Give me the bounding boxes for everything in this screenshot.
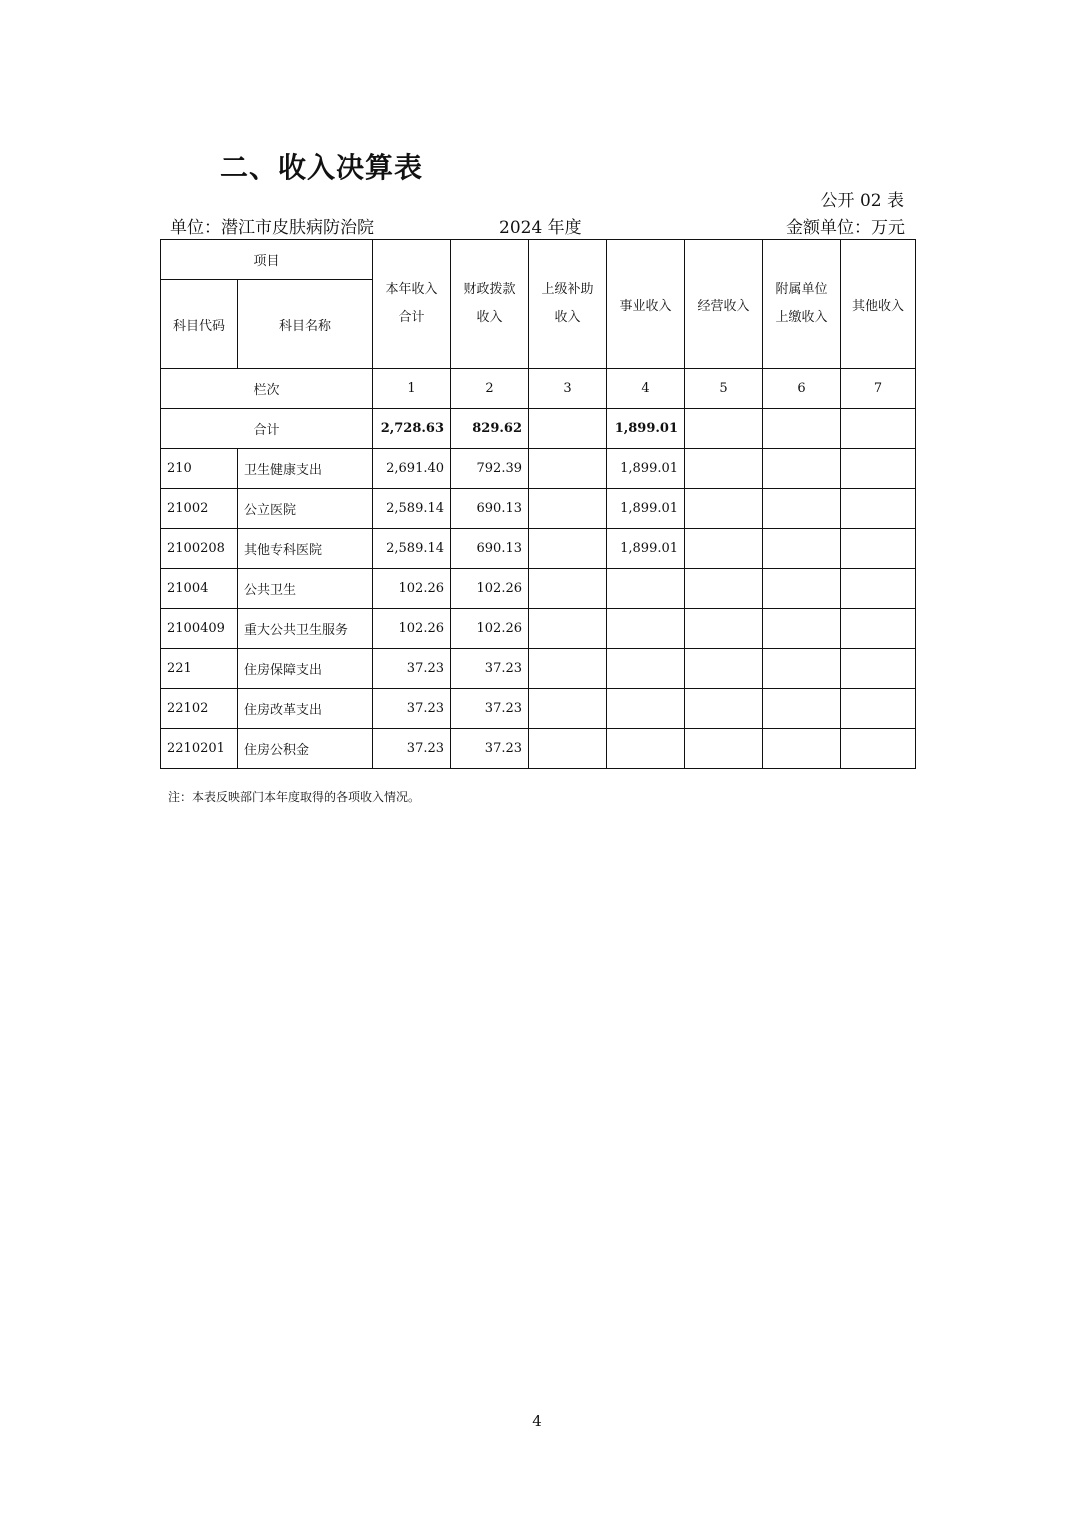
- row-value: [607, 689, 685, 729]
- row-value: [763, 449, 841, 489]
- total-value: [763, 409, 841, 449]
- year-label: 2024 年度: [499, 218, 582, 238]
- row-value: [841, 529, 916, 569]
- row-value: [763, 569, 841, 609]
- page-number: 4: [532, 1412, 542, 1430]
- total-value: 829.62: [451, 409, 529, 449]
- row-code: 2100208: [161, 529, 238, 569]
- row-value: [841, 489, 916, 529]
- total-value: [841, 409, 916, 449]
- form-number: 公开 02 表: [820, 191, 904, 211]
- table-note: 注：本表反映部门本年度取得的各项收入情况。: [168, 790, 421, 804]
- row-value: [529, 609, 607, 649]
- header-col1-line2: 合计: [398, 310, 425, 325]
- row-value: 1,899.01: [607, 489, 685, 529]
- column-index-cell: 4: [607, 369, 685, 409]
- row-value: [763, 729, 841, 769]
- row-value: 2,691.40: [373, 449, 451, 489]
- column-index-label: 栏次: [161, 369, 373, 409]
- column-index-cell: 3: [529, 369, 607, 409]
- table-row: [161, 449, 916, 489]
- row-code: 2100409: [161, 609, 238, 649]
- row-value: [529, 729, 607, 769]
- header-col2-line1: 财政拨款: [463, 282, 516, 297]
- row-value: [529, 529, 607, 569]
- row-value: [685, 609, 763, 649]
- row-value: [763, 489, 841, 529]
- column-index-row: [161, 369, 916, 409]
- header-col5: 经营收入: [685, 240, 763, 369]
- header-col6-line2: 上缴收入: [775, 310, 828, 325]
- row-value: 1,899.01: [607, 529, 685, 569]
- row-value: [841, 729, 916, 769]
- total-value: [529, 409, 607, 449]
- row-value: [685, 729, 763, 769]
- row-value: 37.23: [451, 689, 529, 729]
- income-table: [160, 239, 916, 769]
- row-code: 2210201: [161, 729, 238, 769]
- row-value: [529, 569, 607, 609]
- row-value: 37.23: [373, 729, 451, 769]
- table-row: [161, 529, 916, 569]
- row-name: 重大公共卫生服务: [238, 609, 373, 649]
- row-code: 221: [161, 649, 238, 689]
- total-value: 1,899.01: [607, 409, 685, 449]
- row-value: [607, 649, 685, 689]
- row-value: 102.26: [373, 609, 451, 649]
- header-col7: 其他收入: [841, 240, 916, 369]
- column-index-cell: 1: [373, 369, 451, 409]
- row-value: 37.23: [451, 649, 529, 689]
- row-name: 住房公积金: [238, 729, 373, 769]
- table-row: [161, 489, 916, 529]
- row-value: [529, 449, 607, 489]
- row-value: 2,589.14: [373, 489, 451, 529]
- header-col3-line1: 上级补助: [541, 282, 594, 297]
- table-row: [161, 649, 916, 689]
- row-value: [607, 729, 685, 769]
- header-col1-line1: 本年收入: [385, 282, 438, 297]
- row-value: 102.26: [373, 569, 451, 609]
- row-value: [763, 529, 841, 569]
- total-row: [161, 409, 916, 449]
- row-value: [763, 609, 841, 649]
- row-value: [763, 689, 841, 729]
- header-col1: [373, 240, 451, 369]
- total-label: 合计: [161, 409, 373, 449]
- row-code: 21002: [161, 489, 238, 529]
- row-value: [763, 649, 841, 689]
- row-value: [841, 649, 916, 689]
- row-value: [841, 449, 916, 489]
- row-code: 21004: [161, 569, 238, 609]
- row-value: 792.39: [451, 449, 529, 489]
- row-name: 其他专科医院: [238, 529, 373, 569]
- row-value: [685, 649, 763, 689]
- header-col3-line2: 收入: [554, 310, 581, 325]
- column-index-cell: 5: [685, 369, 763, 409]
- page-title: 二、收入决算表: [220, 151, 424, 184]
- row-value: 1,899.01: [607, 449, 685, 489]
- header-col4: 事业收入: [607, 240, 685, 369]
- row-value: 37.23: [451, 729, 529, 769]
- row-name: 公共卫生: [238, 569, 373, 609]
- table-row: [161, 569, 916, 609]
- header-col6: [763, 240, 841, 369]
- table-row: [161, 609, 916, 649]
- row-value: 690.13: [451, 489, 529, 529]
- meta-row: [170, 213, 905, 237]
- header-col2-line2: 收入: [476, 310, 503, 325]
- row-name: 住房保障支出: [238, 649, 373, 689]
- column-index-cell: 2: [451, 369, 529, 409]
- row-value: 102.26: [451, 569, 529, 609]
- row-value: 690.13: [451, 529, 529, 569]
- row-name: 公立医院: [238, 489, 373, 529]
- row-value: [685, 569, 763, 609]
- amount-unit-label: 金额单位：万元: [786, 218, 905, 238]
- row-value: 37.23: [373, 649, 451, 689]
- total-value: 2,728.63: [373, 409, 451, 449]
- row-code: 210: [161, 449, 238, 489]
- row-value: 2,589.14: [373, 529, 451, 569]
- row-value: [685, 689, 763, 729]
- header-item: 项目: [161, 240, 373, 280]
- row-value: [685, 449, 763, 489]
- row-code: 22102: [161, 689, 238, 729]
- row-value: [529, 489, 607, 529]
- column-index-cell: 6: [763, 369, 841, 409]
- header-col2: [451, 240, 529, 369]
- row-value: 37.23: [373, 689, 451, 729]
- row-value: [607, 609, 685, 649]
- row-value: [529, 689, 607, 729]
- header-col3: [529, 240, 607, 369]
- row-value: [841, 609, 916, 649]
- row-name: 卫生健康支出: [238, 449, 373, 489]
- header-name: 科目名称: [238, 280, 373, 369]
- row-value: [841, 569, 916, 609]
- row-value: 102.26: [451, 609, 529, 649]
- total-value: [685, 409, 763, 449]
- unit-label: 单位：潜江市皮肤病防治院: [170, 218, 374, 238]
- row-value: [529, 649, 607, 689]
- row-value: [685, 489, 763, 529]
- header-col6-line1: 附属单位: [775, 282, 828, 297]
- header-code: 科目代码: [161, 280, 238, 369]
- row-value: [607, 569, 685, 609]
- column-index-cell: 7: [841, 369, 916, 409]
- table-row: [161, 689, 916, 729]
- table-row: [161, 729, 916, 769]
- row-name: 住房改革支出: [238, 689, 373, 729]
- row-value: [685, 529, 763, 569]
- row-value: [841, 689, 916, 729]
